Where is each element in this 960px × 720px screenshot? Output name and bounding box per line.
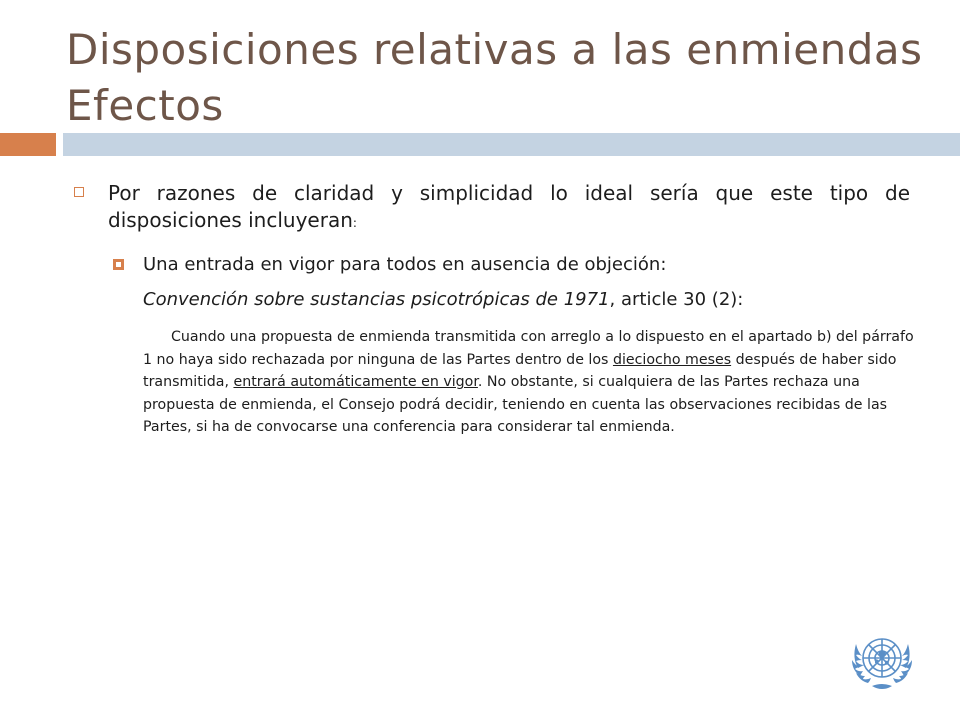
bullet-1-text bbox=[108, 180, 910, 237]
title-line-2: Efectos bbox=[66, 81, 224, 130]
title-line-1: Disposiciones relativas a las enmiendas bbox=[66, 25, 923, 74]
quote-part-3: . No obstante, si cualquiera de las Partes rechaza una propuesta de enmienda, el Consejo podrá decidir, teniendo en cuenta las observaciones recibidas de las Partes, si ha de convocarse una conferencia para considerar tal enmienda. bbox=[143, 374, 888, 436]
convention-title: Convención sobre sustancias psicotrópicas de 1971 bbox=[143, 289, 610, 310]
convention-article: , article 30 (2): bbox=[609, 289, 744, 310]
accent-bar-orange bbox=[0, 133, 56, 156]
accent-bar-blue bbox=[63, 133, 960, 156]
convention-citation bbox=[143, 288, 743, 312]
bullet-level-2 bbox=[113, 253, 893, 277]
bullet-1-colon: : bbox=[352, 216, 357, 230]
un-emblem-icon bbox=[846, 628, 918, 694]
bullet-level-1 bbox=[74, 180, 910, 237]
quoted-article-text bbox=[143, 326, 915, 439]
slide-title bbox=[66, 22, 936, 134]
bullet-2-text: Una entrada en vigor para todos en ausencia de objeción: bbox=[143, 254, 667, 275]
bullet-1-main-text: Por razones de claridad y simplicidad lo ideal sería que este tipo de disposiciones incluyeran bbox=[108, 181, 910, 232]
quote-part-2: después de haber sido transmitida, bbox=[143, 351, 897, 391]
quote-underline-entry-into-force: entrará automáticamente en vigor bbox=[233, 374, 478, 391]
quote-part-1: Cuando una propuesta de enmienda transmitida con arreglo a lo dispuesto en el apartado b) del párrafo 1 no haya sido rechazada por ninguna de las Partes dentro de los bbox=[143, 329, 914, 368]
quote-underline-months: dieciocho meses bbox=[612, 351, 732, 368]
filled-square-bullet-icon bbox=[113, 259, 124, 270]
square-bullet-icon bbox=[74, 187, 84, 197]
